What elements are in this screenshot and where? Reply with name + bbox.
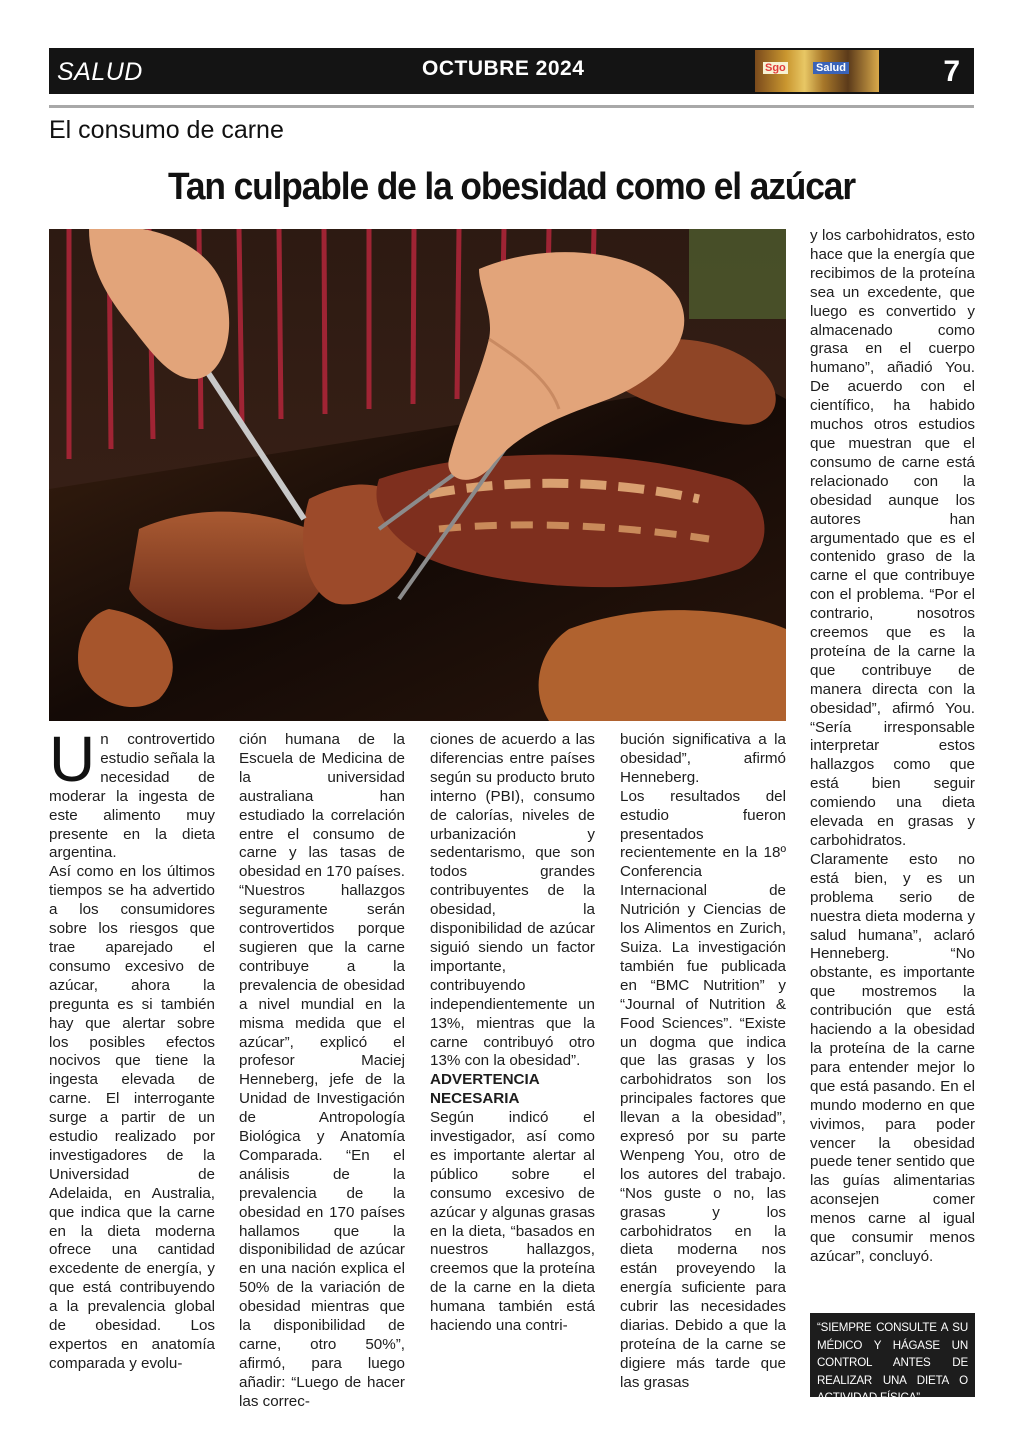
- section-subhead: ADVERTENCIA NECESARIA: [430, 1071, 540, 1108]
- publication-logo: [755, 50, 879, 92]
- logo-part-sgo: Sgo: [765, 62, 786, 74]
- column-5-text: y los carbohidratos, esto hace que la energía que recibimos de la proteína sea un excedente, que luego es convertido y almacenado como grasa en el cuerpo humano”, añadió You. De acuerdo con el científico, ha habido muchos otros estudios que muestran que el consumo de carne está relacionado con la obesidad aunque los autores han argumentado que es el contenido graso de la carne el que contribuye con el problema. “Por el contrario, nosotros creemos que es la proteína de la carne la que contribuye de manera directa con la obesidad”, afirmó You. “Sería irresponsable interpretar estos hallazgos como que está bien seguir comiendo una dieta elevada en grasas y carbohidratos. Claramente esto no está bien, y es un problema serio de nuestra dieta moderna y salud humana”, aclaró Henneberg. “No obstante, es importante que mostremos la contribución que está haciendo a la obesidad la proteína de la carne para entender mejor lo que está pasando. En el mundo moderno en que vivimos, para poder vencer la obesidad puede tener sentido que las guías alimentarias aconsejen comer menos carne al igual que consumir menos azúcar”, concluyó.: [810, 227, 975, 1265]
- header-divider: [49, 105, 974, 108]
- article-column-5: [810, 227, 975, 1267]
- drop-cap: U: [49, 723, 96, 795]
- article-kicker: El consumo de carne: [49, 116, 284, 144]
- article-headline: Tan culpable de la obesidad como el azúcar: [168, 166, 855, 208]
- photo-illustration: [49, 229, 786, 721]
- column-3-text-b: Según indicó el investigador, así como es importante alertar al público sobre el consumo excesivo de azúcar y algunas grasas en la dieta, “basados en nuestros hallazgos, creemos que la proteína de la carne en la dieta humana también está haciendo una contri-: [430, 1109, 595, 1335]
- issue-date: OCTUBRE 2024: [422, 57, 585, 80]
- grilled-meat-photo: [49, 229, 786, 721]
- article-column-4: [620, 731, 786, 1393]
- article-column-3: [430, 731, 595, 1336]
- section-label: SALUD: [57, 58, 143, 86]
- column-4-text: bución significativa a la obesidad”, afirmó Henneberg. Los resultados del estudio fueron presentados recientemente en la 18º Conferencia Internacional de Nutrición y Ciencias de los Alimentos en Zurich, Suiza. La investigación también fue publicada en “BMC Nutrition” y “Journal of Nutrition & Food Sciences”. “Existe un dogma que indica que las grasas y los carbohidratos son los principales factores que llevan a la obesidad”, expresó por su parte Wenpeng You, otro de los autores del trabajo. “Nos guste o no, las grasas y los carbohidratos en la dieta moderna nos están proveyendo la energía suficiente para cubrir las necesidades diarias. Debido a que la proteína de la carne se digiere más tarde que las grasas: [620, 731, 786, 1391]
- page-number: 7: [943, 55, 960, 88]
- article-column-2: [239, 731, 405, 1412]
- column-2-text: ción humana de la Escuela de Medicina de la universidad australiana han estudiado la correlación entre el consumo de carne y las tasas de obesidad en 170 países. “Nuestros hallazgos seguramente serán controvertidos porque sugieren que la carne contribuye a la prevalencia de obesidad a nivel mundial en la misma medida que el azúcar”, explicó el profesor Maciej Henneberg, jefe de la Unidad de Investigación de Antropología Biológica y Anatomía Comparada. “En el análisis de la prevalencia de la obesidad en 170 países hallamos que la disponibilidad de azúcar en una nación explica el 50% de la variación de obesidad mientras que la disponibilidad de carne, otro 50%”, afirmó, para luego añadir: “Luego de hacer las correc-: [239, 731, 405, 1410]
- logo-part-salud: Salud: [813, 62, 849, 74]
- column-1-text: n controvertido estudio señala la necesidad de moderar la ingesta de este alimento muy presente en la dieta argentina. Así como en los últimos tiempos se ha advertido a los consumidores sobre los riesgos que trae aparejado el consumo excesivo de azúcar, ahora la pregunta es si también hay que alertar sobre los posibles efectos nocivos que tiene la ingesta elevada de carne. El interrogante surge a partir de un estudio realizado por investigadores de la Universidad de Adelaida, en Australia, que indica que la carne en la dieta moderna ofrece una cantidad excedente de energía, y que está contribuyendo a la prevalencia global de obesidad. Los expertos en anatomía comparada y evolu-: [49, 731, 215, 1372]
- health-advice-callout: “SIEMPRE CONSULTE A SU MÉDICO Y HÁGASE UN CONTROL ANTES DE REALIZAR UNA DIETA O ACTIVIDAD FÍSICA”: [810, 1313, 975, 1397]
- column-3-text-a: ciones de acuerdo a las diferencias entre países según su producto bruto interno (PBI), consumo de calorías, niveles de urbanización y sedentarismo, que son todos grandes contribuyentes de la obesidad, la disponibilidad de azúcar siguió siendo un factor importante, contribuyendo independientemente un 13%, mientras que la carne contribuyó otro 13% con la obesidad”.: [430, 731, 595, 1070]
- article-column-1: [49, 723, 215, 1374]
- header-bar: [49, 48, 974, 94]
